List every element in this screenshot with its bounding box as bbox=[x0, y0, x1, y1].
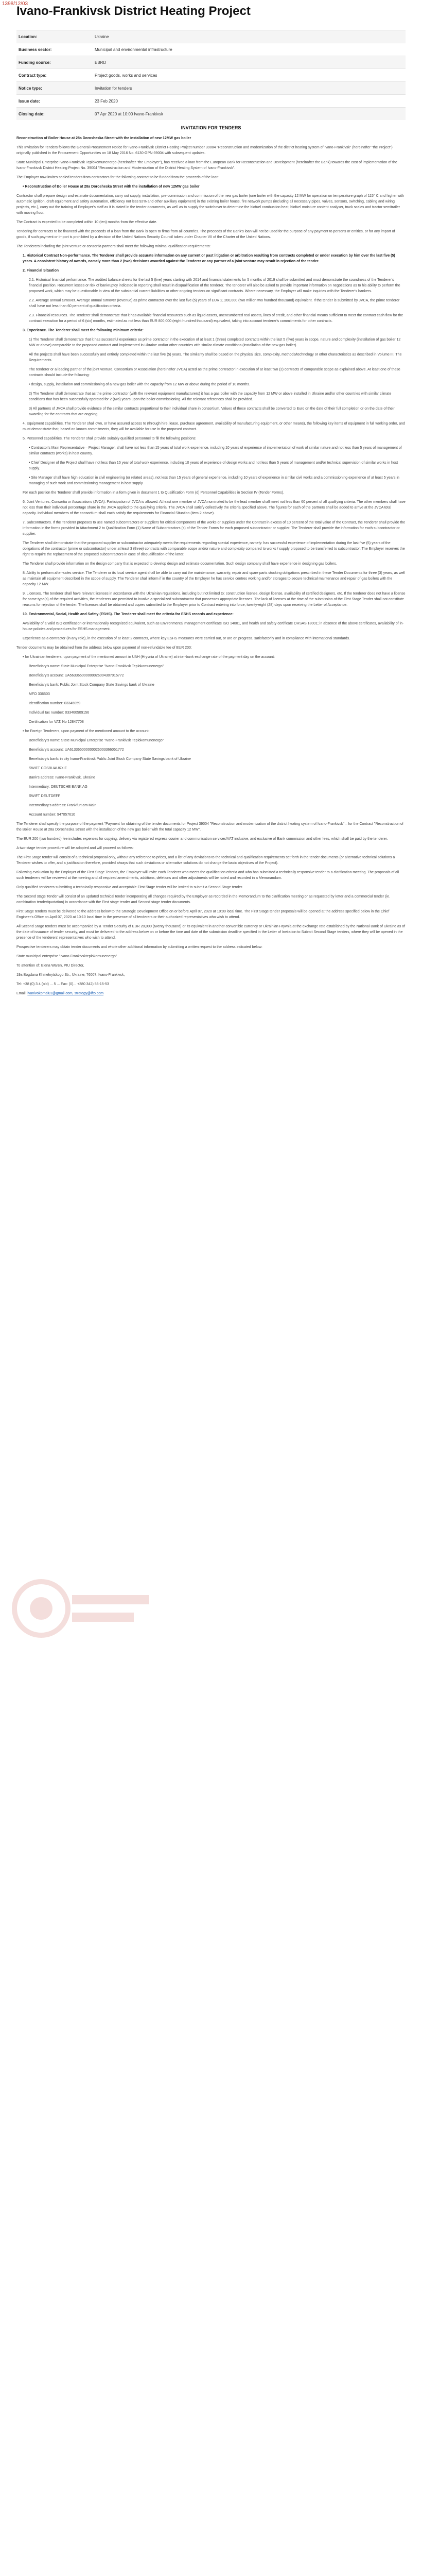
tender-paragraph: The Tenderers including the joint venture or consortia partners shall meet the following minimal qualification requirements: bbox=[16, 245, 210, 248]
email-line bbox=[16, 991, 406, 996]
info-label: Funding source: bbox=[16, 56, 93, 69]
info-row bbox=[16, 95, 406, 108]
info-row bbox=[16, 56, 406, 69]
tender-paragraph: The Tenderer shall specify the purpose of the payment "Payment for obtaining of the tender documents for Project 39004 "Reconstruction and modernization of the district heating system of Ivano-Frankivsk" – for the Contract "Reconstruction of the Boiler House at 28a Dorosheska Street with the installation of the new gas boiler with the total capacity 12 MW". bbox=[16, 822, 403, 832]
tender-paragraph: This Invitation for Tenders follows the General Procurement Notice for Ivano-Frankivsk District Heating Project number 39004 "Reconstruction and modernization of the district heating system of Ivano-Frankivsk" (hereinafter "the Project") originally published in the Procurement Opportunities on 18 May 2016 No. 6130-GPN-39004 with subsequent updates. bbox=[16, 146, 393, 155]
tender-paragraph: • for Foreign Tenderers, upon payment of the mentioned amount to the account: bbox=[23, 730, 150, 733]
email-label: Email: bbox=[16, 992, 27, 995]
tender-paragraph: The EUR 200 (two hundred) fee includes expenses for copying, delivery via registered express courier and communication services/VAT inclusive, and exclusive of Bank commission and other fees, which shall be paid by the tenderer. bbox=[16, 837, 388, 841]
tender-paragraph: State Municipal Enterprise Ivano-Frankivsk Teplokomunenergo (hereinafter "the Employer"), has received a loan from the European Bank for Reconstruction and Development (hereinafter the Bank) towards the cost of implementation of the Ivano-Frankivsk District Heating Project No. 39004 "Reconstruction and Modernization of the District Heating System of Ivano-Frankivsk". bbox=[16, 161, 397, 170]
tender-paragraph: Only qualified tenderers submitting a technically responsive and acceptable First Stage tender will be invited to submit a Second Stage tender. bbox=[16, 886, 243, 889]
tender-paragraph: • design, supply, installation and commissioning of a new gas boiler with the capacity from 12 MW or above during the period of 10 months. bbox=[29, 383, 250, 386]
tender-paragraph: • Contractor's Main Representative – Project Manager, shall have not less than 15 years of total work experience, including 10 years of experience of implementation of work of similar nature and not less than 5 years of management of similar contracts (works) in host country. bbox=[29, 446, 402, 455]
tender-paragraph: SWIFT COSBUAUKXIF bbox=[29, 767, 67, 770]
tender-paragraph: • for Ukrainian tenderers, upon payment of the mentioned amount in UAH (Hryvnia of Ukraine) at inter-bank exchange rate of the payment day on the account: bbox=[23, 655, 275, 659]
tender-paragraph: MFO 336503 bbox=[29, 692, 50, 696]
tender-paragraph: • Site Manager shall have high education in civil engineering (or related areas), not less than 15 years of general experience, including 10 years of experience in similar civil works and a commissioning experience of at least 5 years in managing of such work and commissioning management in host supply. bbox=[29, 476, 399, 485]
tender-paragraph: SWIFT DEUTDEFF bbox=[29, 794, 60, 798]
tender-paragraph: Intermediary's address: Frankfurt am Main bbox=[29, 804, 97, 807]
info-label: Notice type: bbox=[16, 82, 93, 95]
tender-paragraph: The Second stage Tender will consist of an updated technical tender incorporating all changes required by the Employer as recorded in the Memorandum to the clarification meeting or as requested by letter and a commercial tender (ie. combination tender/quotation) in accordance with the First stage tender and Second stage tender documents. bbox=[16, 895, 390, 904]
info-table bbox=[16, 30, 406, 120]
tender-paragraph: Beneficiary's name: State Municipal Enterprise "Ivano-Frankivsk Teplokomunenergo" bbox=[29, 665, 164, 668]
tender-paragraph: 2.3. Financial resources. The Tenderer shall demonstrate that it has available financial resources such as liquid assets, unencumbered real assets, lines of credit, and other financial means sufficient to meet the contract cash flow for the contract execution for a period of 6 (six) months, estimated as not less than EUR 800,000 (eight hundred thousand) equivalent, taking into account tenderer's commitments for other contracts. bbox=[29, 314, 403, 323]
tender-paragraph: Beneficiary's bank: Public Joint Stock Company State Savings bank of Ukraine bbox=[29, 683, 154, 687]
info-row bbox=[16, 43, 406, 56]
tender-paragraph: The Contract is expected to be completed within 10 (ten) months from the effective date. bbox=[16, 221, 157, 224]
tender-paragraph: 2. Financial Situation bbox=[23, 269, 59, 273]
info-label: Closing date: bbox=[16, 108, 93, 121]
tender-paragraph: Beneficiary's account: UA563365000000026004307015772 bbox=[29, 674, 124, 677]
info-row bbox=[16, 108, 406, 121]
tender-paragraph: 19a Bogdana Khmelnytskogo Str., Ukraine, 76007, Ivano-Frankivsk, bbox=[16, 973, 125, 977]
tender-paragraph: 8. Ability to perform after-sales service. The Tenderer or its local service agent shall be able to carry out the maintenance, warranty, repair and spare parts stocking obligations prescribed in these Tender Documents for three (3) years, as well as maintain all equipment described in the scope of supply. The Tenderer shall inform if in the country of the Employer he has service centres working and/or storages to secure technical maintenance and repair of gas boilers with the capacity 12 MW. bbox=[23, 571, 406, 586]
top-reference: 1398/12/03 bbox=[2, 1, 28, 7]
info-row bbox=[16, 69, 406, 82]
tender-paragraph: Certification for VAT: No 12847708 bbox=[29, 720, 84, 724]
tender-paragraph: Bank's address: Ivano-Frankivsk, Ukraine bbox=[29, 776, 95, 779]
info-label: Location: bbox=[16, 30, 93, 43]
tender-paragraph: 2) The Tenderer shall demonstrate that as the prime contractor (with the relevant equipment manufacturers) it has a gas boiler with the capacity from 12 MW or above installed in Ukraine and/or other countries with similar climate conditions that has been successfully operated for 2 (two) years upon the boiler commissioning. All the relevant references shall be provided. bbox=[29, 392, 392, 401]
tender-paragraph: To attention of: Elena Waren, PIU Director, bbox=[16, 964, 84, 968]
tender-paragraph: 4. Equipment capabilities. The Tenderer shall own, or have assured access to (through hire, lease, purchase agreement, availability of manufacturing equipment, or other means), the following key items of equipment in full working order, and must demonstrate that, based on known commitments, they will be available for use in the proposed contract. bbox=[23, 422, 405, 431]
info-row bbox=[16, 30, 406, 43]
email-link[interactable]: ivanivokomal01@gmail.com, strategy@ifto.com bbox=[27, 992, 104, 995]
tender-paragraph: 2.2. Average annual turnover. Average annual turnover (revenue) as prime contractor over the last five (5) years of EUR 2, 200,000 (two million two hundred thousand) equivalent. If the tender is submitted by JVCA, the prime tenderer shall have not less than 60 percent of qualification criteria. bbox=[29, 299, 400, 308]
tender-paragraph: Individual tax number: 033460509156 bbox=[29, 711, 90, 715]
tender-paragraph: Account number: 947057610 bbox=[29, 813, 75, 817]
tender-paragraph: 3) All partners of JVCA shall provide evidence of the similar contracts proportional to their individual share in consortium. Values of these contracts shall be converted to Euro on the date of their full completion or on the date of their awarding for the contracts that are ongoing. bbox=[29, 407, 395, 416]
info-value: EBRD bbox=[93, 56, 406, 69]
tender-paragraph: First Stage tenders must be delivered to the address below to the Strategic Development Office on or before April 07, 2020 at 10:00 local time. The First Stage tender proposals will be opened at the address specified below in the Chief Engineer's Office on April 07, 2020 at 10:10 local time in the presence of all tenderers or their authorized representatives who wish to attend. bbox=[16, 910, 390, 919]
tender-paragraph: Prospective tenderers may obtain tender documents and whole other additional information by submitting a written request to the address indicated below: bbox=[16, 945, 262, 949]
info-value: 23 Feb 2020 bbox=[93, 95, 406, 108]
tender-paragraph: All the projects shall have been successfully and entirely completed within the last five (5) years. The similarity shall be based on the physical size, complexity, methods/technology or other characteristics as described in Volume III, The Requirements. bbox=[29, 353, 402, 362]
tender-paragraph: 1. Historical Contract Non-performance. The Tenderer shall provide accurate information on any current or past litigation or arbitration resulting from contracts completed or under execution by him over the last five (5) years. A consistent history of awards, namely more than 2 (two) decisions awarded against the Tenderer or any partner of a joint venture may result in rejection of the tender. bbox=[23, 254, 395, 263]
tender-paragraph: Identification number: 03346059 bbox=[29, 702, 81, 705]
tender-body bbox=[16, 135, 406, 987]
tender-paragraph: Beneficiary's bank: in city Ivano-Frankivsk Public Joint Stock Company State Savings bank of Ukraine bbox=[29, 757, 191, 761]
tender-paragraph: Contractor shall prepare design and estimate documentation, carry out supply, installation, pre-commission and commission of the new gas boiler (one boiler with the capacity 12 MW for operation on temperature graph of 115° C and higher with automatic ignition, draft equipment and safety automation, efficiency not less 92% and other auxiliary equipment) in the existing boiler house, fire network pumps (including all necessary pipes, valves, sensors, switching, cabling and wiring projects, etc.), carry out the training of Employer's staff as it is stated in the tender documents, as well as to supply the switchover to determine the biofuel combustion heat, biofuel moisture content analyser, truck scales and tractor semitrailer with moving floor. bbox=[16, 194, 405, 215]
info-value: 07 Apr 2020 at 10:00 Ivano-Frankivsk bbox=[93, 108, 406, 121]
tender-paragraph: All Second Stage tenders must be accompanied by a Tender Security of EUR 20,000 (twenty thousand) or its equivalent in another convertible currency or Ukrainian Hryvnia at the exchange rate established by the National Bank of Ukraine as of the date of issuance of tender security, and must be delivered to the address below on or before the time and date of the submission deadline specified in the Letter of Invitation to Submit Second Stage tenders, where they will be opened in the presence of the tenderers' representatives who wish to attend. bbox=[16, 925, 406, 940]
invitation-heading: INVITATION FOR TENDERS bbox=[181, 125, 241, 130]
tender-paragraph: 7. Subcontractors. If the Tenderer proposes to use named subcontractors or suppliers for critical components of the works or supplies under the Contract in excess of 10 percent of the total value of the Contract, the Tenderer shall provide the information in the forms provided in Attachment 2 to Qualification Form (1) Name of Subcontractors (s) of the Tender Forms for each proposed subcontractor or supplier. The Tenderer shall provide the information for each subcontractor or supplier. bbox=[23, 521, 406, 536]
tender-paragraph: • Reconstruction of Boiler House at 28a Dorosheska Street with the installation of new 12MW gas boiler bbox=[23, 185, 200, 189]
tender-paragraph: The tenderer or a leading partner of the joint venture, Consortium or Association (hereinafter JVCA) acted as the prime contractor in execution of at least two (2) contracts of comparable scope as explained above. At least one of these contracts should include the following: bbox=[29, 368, 400, 377]
page-title: Ivano-Frankivsk District Heating Project bbox=[16, 4, 251, 18]
info-label: Business sector: bbox=[16, 43, 93, 56]
tender-paragraph: Tender documents may be obtained from the address below upon payment of non-refundable fee of EUR 200: bbox=[16, 646, 192, 650]
tender-paragraph: Tendering for contracts to be financed with the proceeds of a loan from the Bank is open to firms from all countries. The proceeds of the Bank's loan will not be used for the purpose of any payment to persons or entities, or for any import of goods, if such payment or import is prohibited by a decision of the United Nations Security Council taken under Chapter VII of the Charter of the United Nations. bbox=[16, 230, 395, 239]
info-label: Issue date: bbox=[16, 95, 93, 108]
info-label: Contract type: bbox=[16, 69, 93, 82]
tender-paragraph: 2.1. Historical financial performance. The audited balance sheets for the last 5 (five) years starting with 2014 and financial statements for 5 months of 2019 shall be submitted and must demonstrate the soundness of the Tenderer's financial position. Recurrent losses or risk of bankruptcy indicated in reporting shall result in disqualification of the tenderer. The tenderer will also be asked to provide important information on negotiations as to his ability to perform the proposed work, which may be questionable in view of the substantial current liabilities or other ongoing tenders on significant contracts. Where necessary, the Employer will make inquiries with the Tenderer's bankers. bbox=[29, 278, 400, 293]
tender-paragraph: Reconstruction of Boiler House at 28a Dorosheska Street with the installation of new 12MW gas boiler bbox=[16, 137, 191, 140]
watermark-logo bbox=[10, 1577, 154, 1643]
main-content bbox=[16, 30, 406, 1000]
tender-paragraph: The Tenderer shall provide information on the design company that is expected to develop design and estimate documentation. Such design company shall have experience in designing gas boilers. bbox=[23, 562, 337, 566]
tender-paragraph: Beneficiary's account: UA613365000000026003366051772 bbox=[29, 748, 124, 752]
tender-paragraph: The First Stage tender will consist of a technical proposal only, without any reference to prices, and a list of any deviations to the technical and qualification requirements set forth in the tender documents (or alternative technical solutions a Tenderer wishes to offer, and a justification therefore, provided always that such deviations or alternative solutions do not change the basic objectives of the Project). bbox=[16, 856, 395, 865]
tender-paragraph: 10. Environmental, Social, Health and Safety (ESHS). The Tenderer shall meet the criteria for ESHS records and experience: bbox=[23, 613, 234, 616]
info-value: Project goods, works and services bbox=[93, 69, 406, 82]
tender-paragraph: 5. Personnel capabilities. The Tenderer shall provide suitably qualified personnel to fill the following positions: bbox=[23, 437, 197, 440]
tender-paragraph: The Employer now invites sealed tenders from contractors for the following contract to be funded from the proceeds of the loan: bbox=[16, 176, 220, 179]
info-row bbox=[16, 82, 406, 95]
tender-paragraph: 6. Joint Ventures, Consortia or Associations (JVCA). Participation of JVCA is allowed. At least one member of JVCA nominated to be the lead member shall meet not less than 60 percent of all qualifying criteria. The other members shall have not less than their individual percentage share in the JVCA applied to the qualifying criteria. The JVCA shall satisfy collectively the criteria specified above. The figures for each of the partners shall be added to arrive at the JVCA total capacity. Individual members of the consortium shall each satisfy the requirements for Financial Situation (item 2 above). bbox=[23, 500, 406, 515]
tender-paragraph: 9. Licenses. The tenderer shall have relevant licenses in accordance with the Ukrainian regulations, including but not limited to: construction license, design license, availability of certified designers, etc. If the tenderer does not have a license for some type(s) of the required activities, the tenderers are permitted to involve a specialized subcontractor that possesses appropriate licenses. The lack of licenses at the time of the submission of the First Stage Tender shall not constitute reasons for rejection of the tender. The licenses shall be obtained and copies submitted to the Employer prior to Contract entering into force, twenty-eight (28) days upon receiving the Letter of Acceptance. bbox=[23, 592, 406, 607]
tender-paragraph: A two-stage tender procedure will be adopted and will proceed as follows: bbox=[16, 846, 134, 850]
tender-paragraph: For each position the Tenderer shall provide information in a form given in document 1 to Qualification Form (d) Personnel Capabilities in Section IV (Tender Forms). bbox=[23, 491, 285, 495]
tender-paragraph: Tel: +38 (0) 3 4 (old) ... 5 ... Fax: (0)... +380 342) 56-15-53 bbox=[16, 982, 109, 986]
tender-paragraph: Following evaluation by the Employer of the First Stage Tenders, the Employer will invite each Tenderer who meets the qualification criteria and who has submitted a technically responsive tender to a clarification meeting. The proposals of all such tenderers will be reviewed at the meeting and all required amendments, additions, deletions and other adjustments will be noted and recorded in a Memorandum. bbox=[16, 871, 399, 880]
info-value: Invitation for tenders bbox=[93, 82, 406, 95]
tender-paragraph: Intermediary: DEUTSCHE BANK AG bbox=[29, 785, 87, 789]
tender-paragraph: State municipal enterprise "Ivano-Frankivskteplokomunenergo" bbox=[16, 955, 117, 958]
tender-paragraph: 1) The Tenderer shall demonstrate that it has successful experience as prime contractor in the execution of at least 1 (three) completed contracts within the last 5 (five) years in scope, nature and complexity (installation of gas boiler 12 MW or above) comparable to the proposed contract and implemented in Ukraine and/or other countries with similar climate conditions (installation of the new gas boiler). bbox=[29, 338, 401, 347]
tender-paragraph: • Chief Designer of the Project shall have not less than 15 year of total work experience, including 10 years of experience of design works and not less than 5 years of management and/or technical supervision of similar works in host supply. bbox=[29, 461, 398, 470]
info-value: Ukraine bbox=[93, 30, 406, 43]
tender-paragraph: The Tenderer shall demonstrate that the proposed supplier or subcontractor adequately meets the requirements regarding special experience, namely: has successful experience of implementation during the last five (5) years of the obligations of the contractor (prime or subcontractor) under at least 3 (three) contracts with comparable scope and/or nature and complexity compared to works / supply proposed to be transferred to subcontractor. The Employer reserves the right to require the replacement of the proposed subcontractors in case of disqualification of the latter. bbox=[23, 541, 405, 556]
tender-paragraph: Experience as a contractor (in any role), in the execution of at least 2 contracts, where key ESHS measures were carried out, or are on progress, satisfactorily and in compliance with international standards. bbox=[23, 637, 350, 640]
tender-paragraph: Beneficiary's name: State Municipal Enterprise "Ivano-Frankivsk Teplokomunenergo" bbox=[29, 739, 164, 742]
tender-paragraph: Availability of a valid ISO certification or internationally recognized equivalent, such as Environmental management certificate ISO 14001, and health and safety certificate OHSAS 18001; in absence of the above certificates, availability of in-house policies and procedures for ESHS management. bbox=[23, 622, 404, 631]
info-value: Municipal and environmental infrastructure bbox=[93, 43, 406, 56]
tender-paragraph: 3. Experience. The Tenderer shall meet the following minimum criteria: bbox=[23, 329, 144, 332]
